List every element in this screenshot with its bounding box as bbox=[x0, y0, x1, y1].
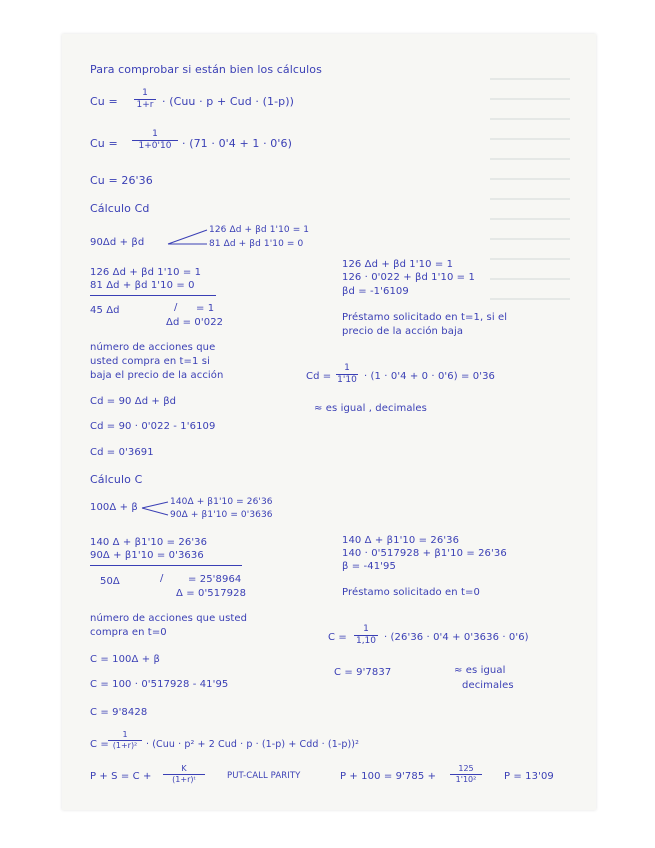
cd-right-line3: βd = -1'6109 bbox=[342, 286, 409, 297]
cd-system-right2: Δd = 0'022 bbox=[166, 317, 224, 328]
cd-formula-rhs: · (1 · 0'4 + 0 · 0'6) = 0'36 bbox=[364, 371, 496, 382]
c-formula-rhs: · (26'36 · 0'4 + 0'3636 · 0'6) bbox=[384, 632, 529, 643]
cd-tree-branch-up bbox=[168, 230, 207, 244]
c-system-slash: / bbox=[160, 573, 164, 584]
cu-frac1-num: 1 bbox=[134, 89, 156, 100]
c-right-line1: 140 Δ + β1'10 = 26'36 bbox=[342, 535, 460, 546]
cd-approx-note: ≈ es igual , decimales bbox=[314, 403, 427, 414]
intro-line: Para comprobar si están bien los cálculos bbox=[90, 63, 322, 76]
c-system-left: 50Δ bbox=[100, 576, 120, 587]
cd-heading: Cálculo Cd bbox=[90, 202, 150, 215]
cu-rhs-1: · (Cuu · p + Cud · (1-p)) bbox=[162, 95, 295, 108]
cu-lhs-2: Cu = bbox=[90, 137, 118, 150]
cu-frac2-den: 1+0'10 bbox=[138, 141, 172, 151]
parity-frac-den: (1+r)ᵗ bbox=[172, 775, 196, 784]
cu-lhs-1: Cu = bbox=[90, 95, 118, 108]
c-frac-num: 1 bbox=[354, 625, 378, 636]
final-c-frac-num: 1 bbox=[108, 731, 142, 741]
final-c-frac-den: (1+r)² bbox=[112, 741, 138, 750]
cd-note-left1: número de acciones que bbox=[90, 342, 216, 353]
cd-right-note2: precio de la acción baja bbox=[342, 326, 464, 337]
c-heading: Cálculo C bbox=[90, 473, 143, 486]
cd-eq3: Cd = 0'3691 bbox=[90, 447, 154, 458]
cu-result: Cu = 26'36 bbox=[90, 174, 153, 187]
c-system-right1: = 25'8964 bbox=[188, 574, 242, 585]
cd-system-line2: 81 Δd + βd 1'10 = 0 bbox=[90, 280, 195, 291]
cd-note-left3: baja el precio de la acción bbox=[90, 370, 224, 381]
cd-right-line1: 126 Δd + βd 1'10 = 1 bbox=[342, 259, 454, 270]
cd-tree-root: 90Δd + βd bbox=[90, 237, 145, 248]
parity-lhs: P + S = C + bbox=[90, 771, 152, 782]
c-system-line1: 140 Δ + β1'10 = 26'36 bbox=[90, 537, 208, 548]
c-tree-up: 140Δ + β1'10 = 26'36 bbox=[170, 497, 273, 507]
cd-tree-down: 81 Δd + βd 1'10 = 0 bbox=[209, 239, 304, 249]
cd-right-line2: 126 · 0'022 + βd 1'10 = 1 bbox=[342, 272, 475, 283]
cd-eq1: Cd = 90 Δd + βd bbox=[90, 396, 177, 407]
c-system-line2: 90Δ + β1'10 = 0'3636 bbox=[90, 550, 204, 561]
cu-frac2-num: 1 bbox=[132, 130, 178, 141]
cd-tree-up: 126 Δd + βd 1'10 = 1 bbox=[209, 225, 310, 235]
cd-system-left: 45 Δd bbox=[90, 305, 120, 316]
c-tree-branch-down bbox=[142, 508, 168, 515]
cd-frac-den: 1'10 bbox=[337, 375, 357, 385]
c-right-line3: β = -41'95 bbox=[342, 561, 396, 572]
c-result: C = 9'7837 bbox=[334, 667, 392, 678]
cd-system-right1: = 1 bbox=[196, 303, 215, 314]
cd-frac-num: 1 bbox=[336, 364, 358, 375]
cd-system-line1: 126 Δd + βd 1'10 = 1 bbox=[90, 267, 202, 278]
cd-system-slash: / bbox=[174, 302, 178, 313]
cu-frac1-den: 1+r bbox=[136, 100, 154, 110]
c-approx-note1: ≈ es igual bbox=[454, 665, 506, 676]
c-note-left1: número de acciones que usted bbox=[90, 613, 248, 624]
cd-right-note1: Préstamo solicitado en t=1, si el bbox=[342, 312, 508, 323]
c-eq2: C = 100 · 0'517928 - 41'95 bbox=[90, 679, 229, 690]
c-eq3: C = 9'8428 bbox=[90, 707, 148, 718]
c-tree-root: 100Δ + β bbox=[90, 502, 138, 513]
c-approx-note2: decimales bbox=[462, 680, 514, 691]
c-tree-down: 90Δ + β1'10 = 0'3636 bbox=[170, 510, 273, 520]
cd-formula-lhs: Cd = bbox=[306, 371, 332, 382]
cd-note-left2: usted compra en t=1 si bbox=[90, 356, 210, 367]
c-right-note: Préstamo solicitado en t=0 bbox=[342, 587, 480, 598]
final-c-lhs: C = bbox=[90, 739, 109, 750]
c-frac-den: 1,10 bbox=[355, 636, 377, 646]
c-tree-branch-up bbox=[142, 502, 168, 508]
parity-calc-num: 125 bbox=[450, 765, 482, 775]
parity-frac-num: K bbox=[163, 765, 205, 775]
final-c-rhs: · (Cuu · p² + 2 Cud · p · (1-p) + Cdd · (1-p))² bbox=[146, 739, 360, 750]
parity-result: P = 13'09 bbox=[504, 771, 554, 782]
c-right-line2: 140 · 0'517928 + β1'10 = 26'36 bbox=[342, 548, 507, 559]
c-system-right2: Δ = 0'517928 bbox=[176, 588, 247, 599]
parity-calc-lhs: P + 100 = 9'785 + bbox=[340, 771, 437, 782]
parity-calc-den: 1'10² bbox=[455, 775, 477, 784]
c-note-left2: compra en t=0 bbox=[90, 627, 167, 638]
c-eq1: C = 100Δ + β bbox=[90, 654, 160, 665]
parity-label: PUT-CALL PARITY bbox=[227, 771, 301, 781]
c-formula-lhs: C = bbox=[328, 632, 347, 643]
cd-eq2: Cd = 90 · 0'022 - 1'6109 bbox=[90, 421, 216, 432]
cu-rhs-2: · (71 · 0'4 + 1 · 0'6) bbox=[182, 137, 293, 150]
